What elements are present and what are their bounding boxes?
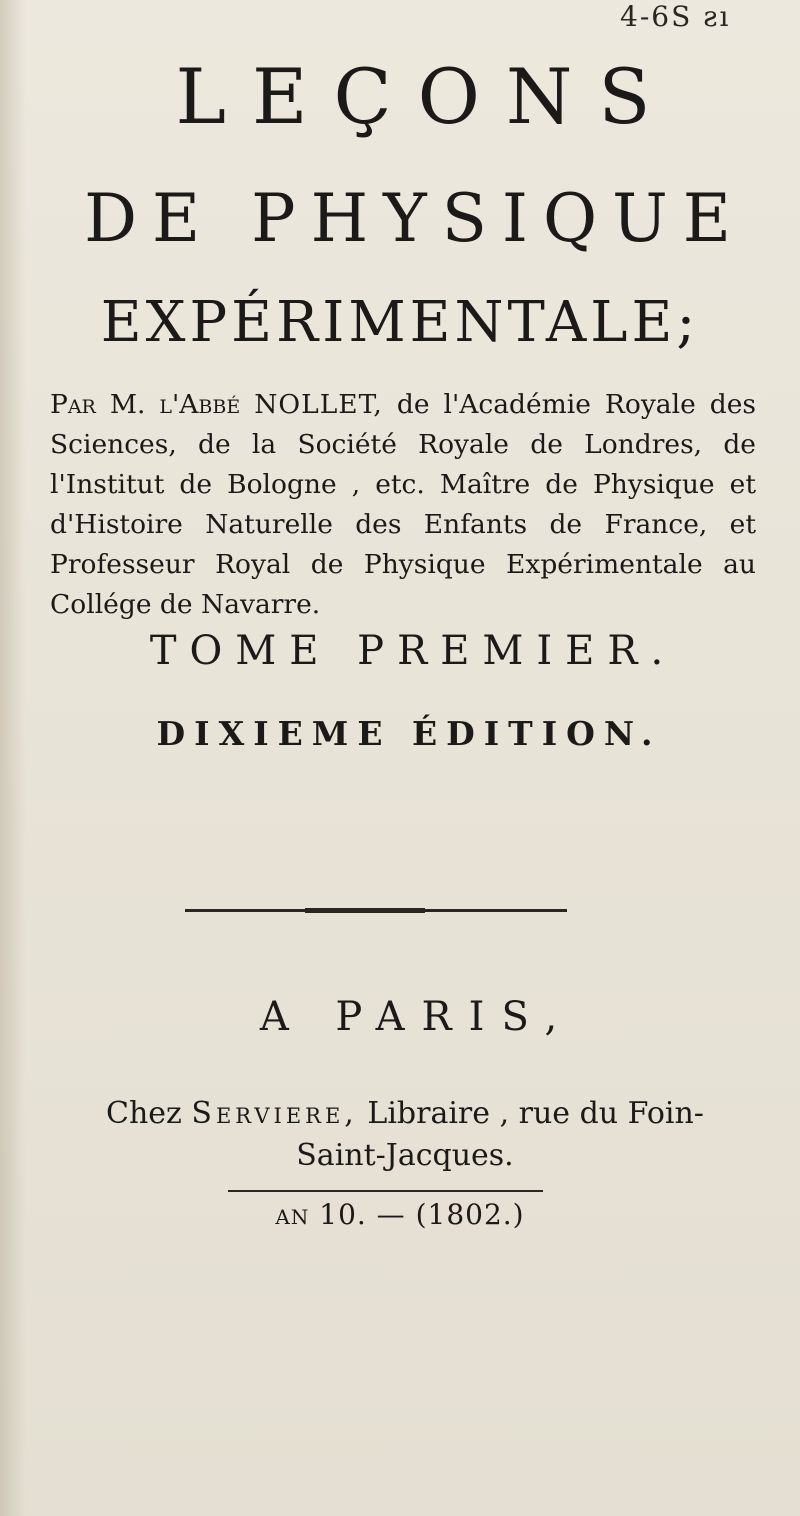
imprint-rule xyxy=(228,1190,543,1192)
imprint-date xyxy=(0,1198,800,1231)
title-line-experimentale: EXPÉRIMENTALE; xyxy=(100,290,700,355)
shelfmark-annotation: 4-6S ƨı xyxy=(620,0,731,33)
publisher-prefix: Chez xyxy=(106,1096,182,1131)
imprint-city: A PARIS, xyxy=(259,994,575,1040)
author-name: NOLLET, xyxy=(254,389,383,420)
author-lead: Par M. l'Abbé xyxy=(50,389,241,420)
edition-label: DIXIEME ÉDITION. xyxy=(156,714,662,753)
publisher-address: Libraire , rue du Foin-Saint-Jacques. xyxy=(296,1096,704,1173)
title-line-lecons: LEÇONS xyxy=(175,52,677,141)
publisher-block xyxy=(80,1093,730,1177)
author-block xyxy=(50,385,756,625)
date-prefix: an xyxy=(275,1198,310,1231)
volume-label: TOME PREMIER. xyxy=(149,628,677,674)
date-value: 10. — (1802.) xyxy=(319,1198,525,1231)
publisher-name: Serviere, xyxy=(191,1096,358,1131)
author-credentials: de l'Académie Royale des Sciences, de la Société Royale de Londres, de l'Institut de Bologne , etc. Maître de Physique et d'Histoire Naturelle des Enfants de France, et Professeur Royal de Physique Expérimentale au Collége de Navarre. xyxy=(50,389,756,620)
title-line-physique: DE PHYSIQUE xyxy=(84,180,746,257)
ornamental-rule xyxy=(185,909,567,912)
